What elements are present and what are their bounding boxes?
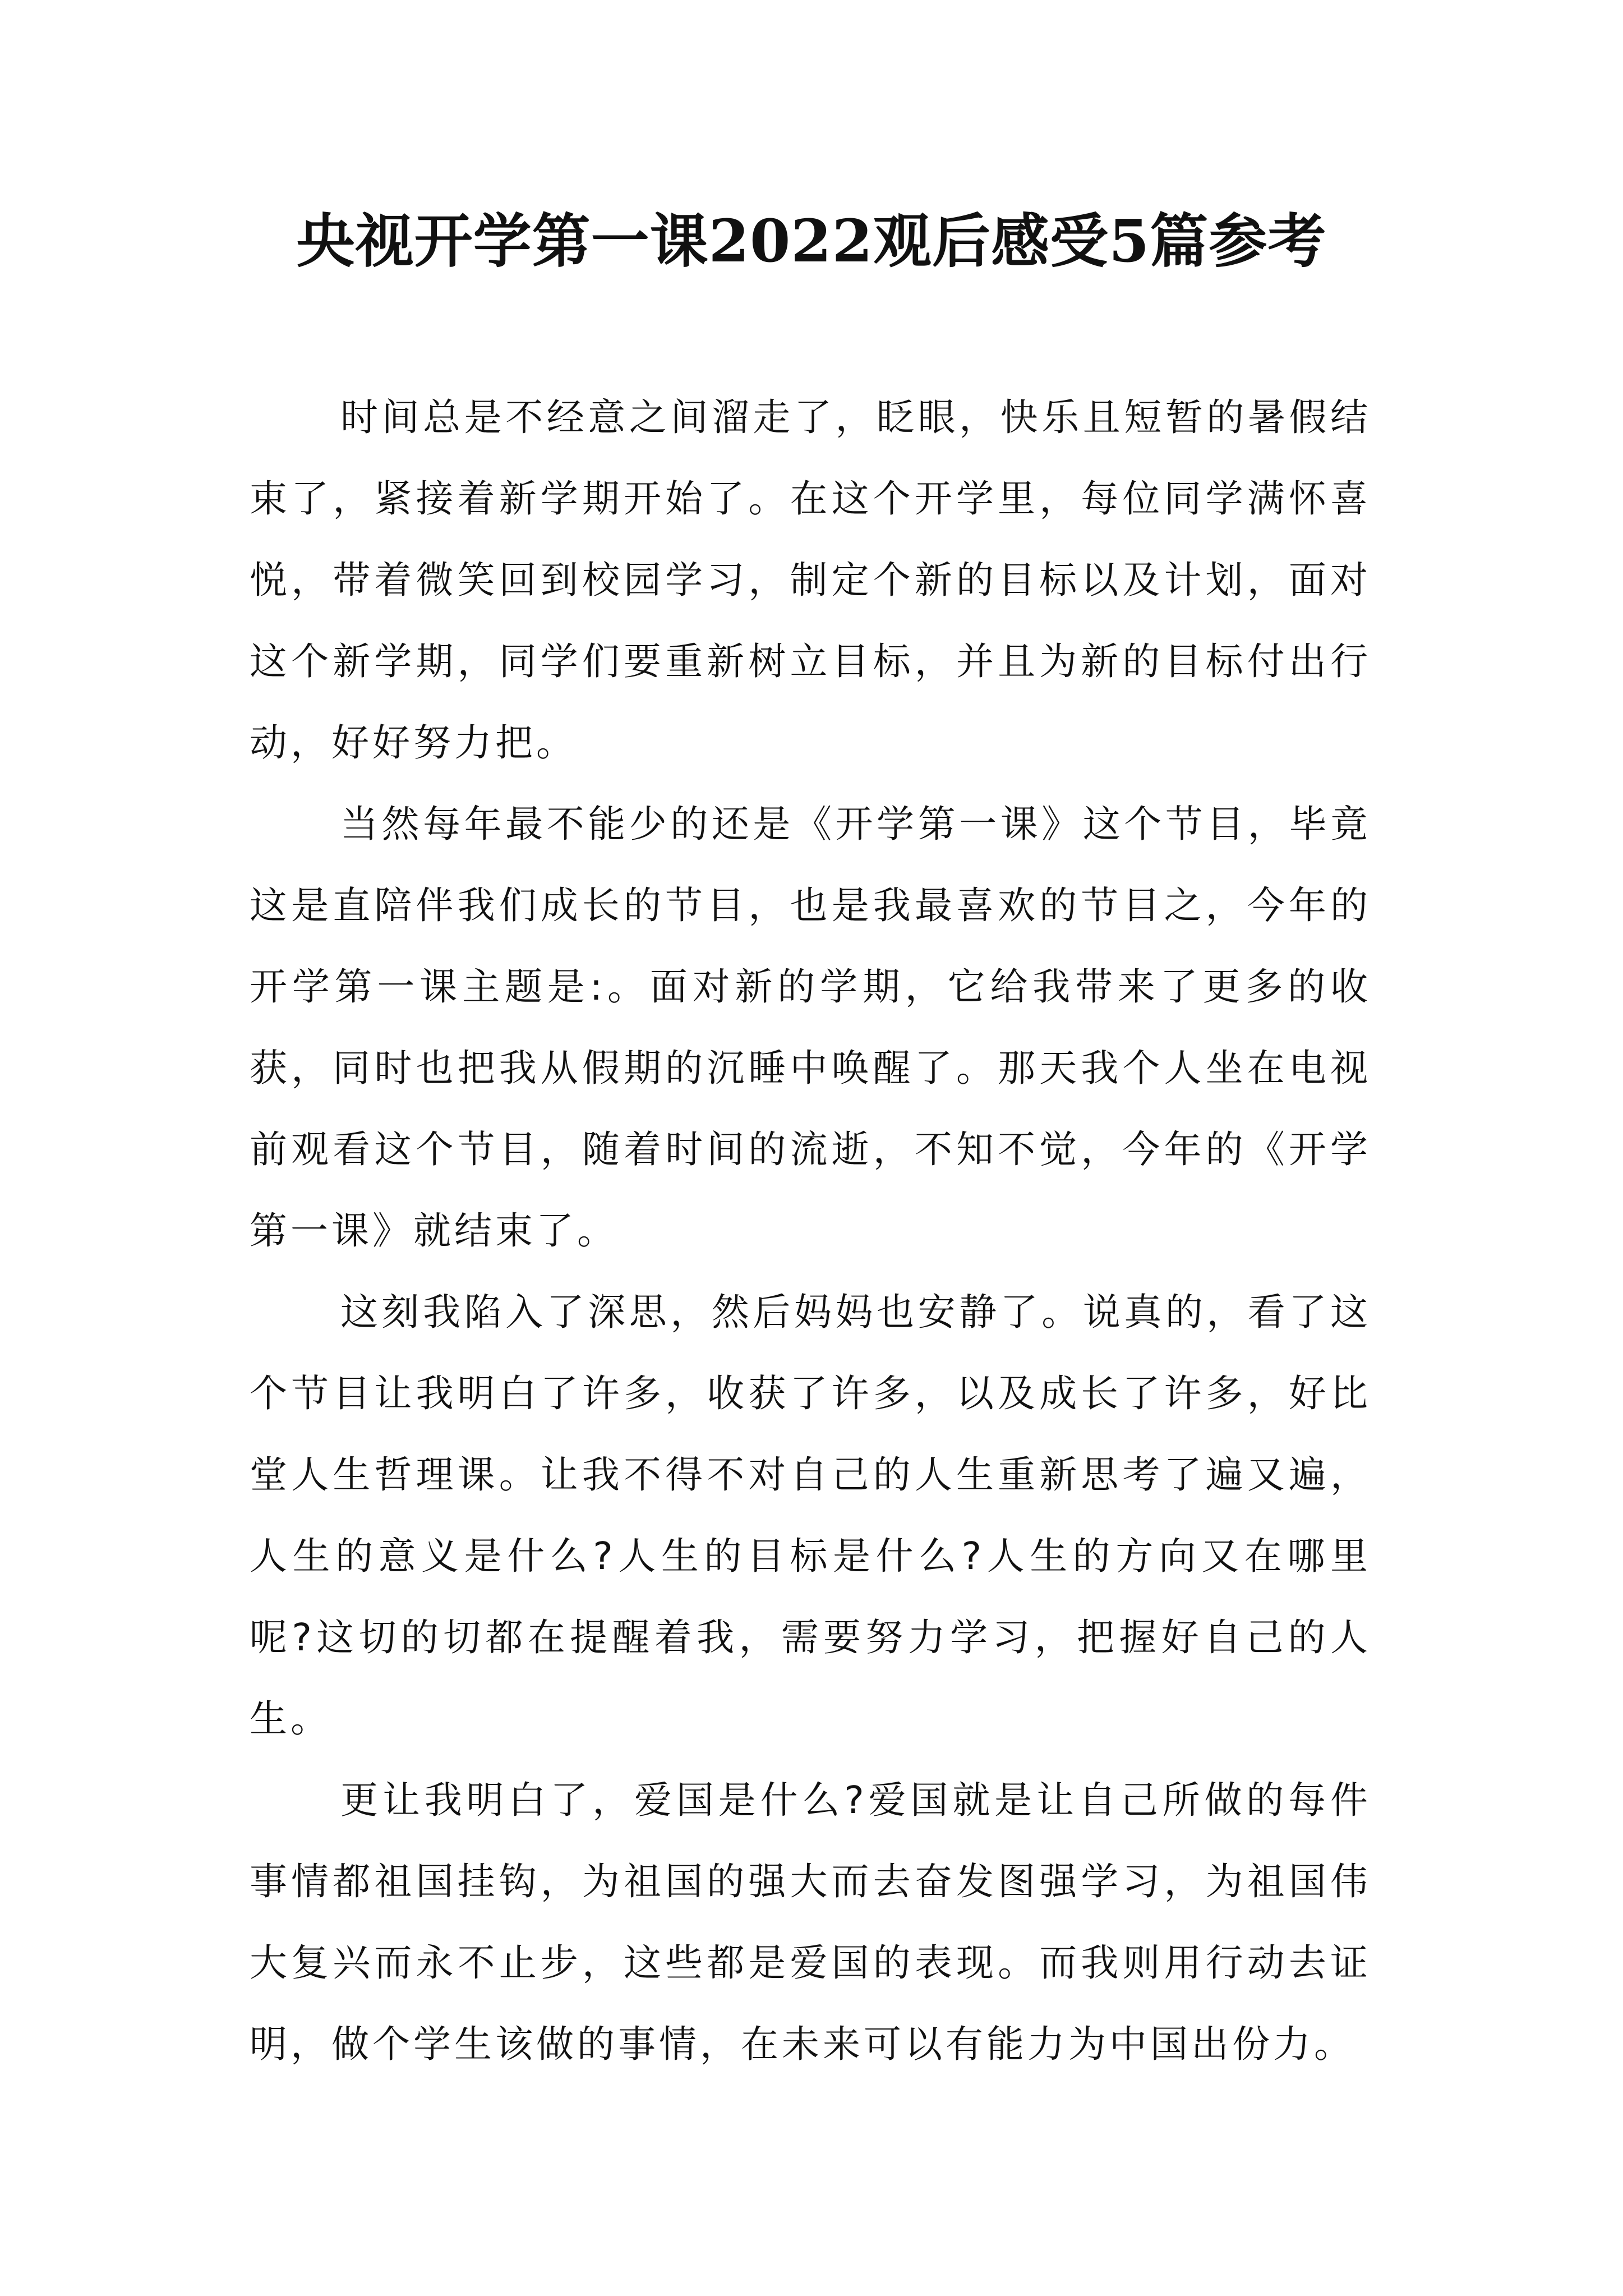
document-title: 央视开学第一课2022观后感受5篇参考 <box>296 206 1327 275</box>
paragraph-4: 更让我明白了，爱国是什么?爱国就是让自己所做的每件事情都祖国挂钩，为祖国的强大而去奋发图强学习，为祖国伟大复兴而永不止步，这些都是爱国的表现。而我则用行动去证明，做个学生该做的事情，在未来可以有能力为中国出份力。 <box>250 1778 1371 2066</box>
document-body <box>250 377 1371 2085</box>
paragraph-3: 这刻我陷入了深思，然后妈妈也安静了。说真的，看了这个节目让我明白了许多，收获了许多，以及成长了许多，好比堂人生哲理课。让我不得不对自己的人生重新思考了遍又遍，人生的意义是什么?人生的目标是什么?人生的方向又在哪里呢?这切的切都在提醒着我，需要努力学习，把握好自己的人生。 <box>250 1290 1371 1741</box>
paragraph-1: 时间总是不经意之间溜走了，眨眼，快乐且短暂的暑假结束了，紧接着新学期开始了。在这个开学里，每位同学满怀喜悦，带着微笑回到校园学习，制定个新的目标以及计划，面对这个新学期，同学们要重新树立目标，并且为新的目标付出行动，好好努力把。 <box>250 395 1371 765</box>
paragraph-2: 当然每年最不能少的还是《开学第一课》这个节目，毕竟这是直陪伴我们成长的节目，也是我最喜欢的节目之，今年的开学第一课主题是:。面对新的学期，它给我带来了更多的收获，同时也把我从假期的沉睡中唤醒了。那天我个人坐在电视前观看这个节目，随着时间的流逝，不知不觉，今年的《开学第一课》就结束了。 <box>250 802 1371 1253</box>
